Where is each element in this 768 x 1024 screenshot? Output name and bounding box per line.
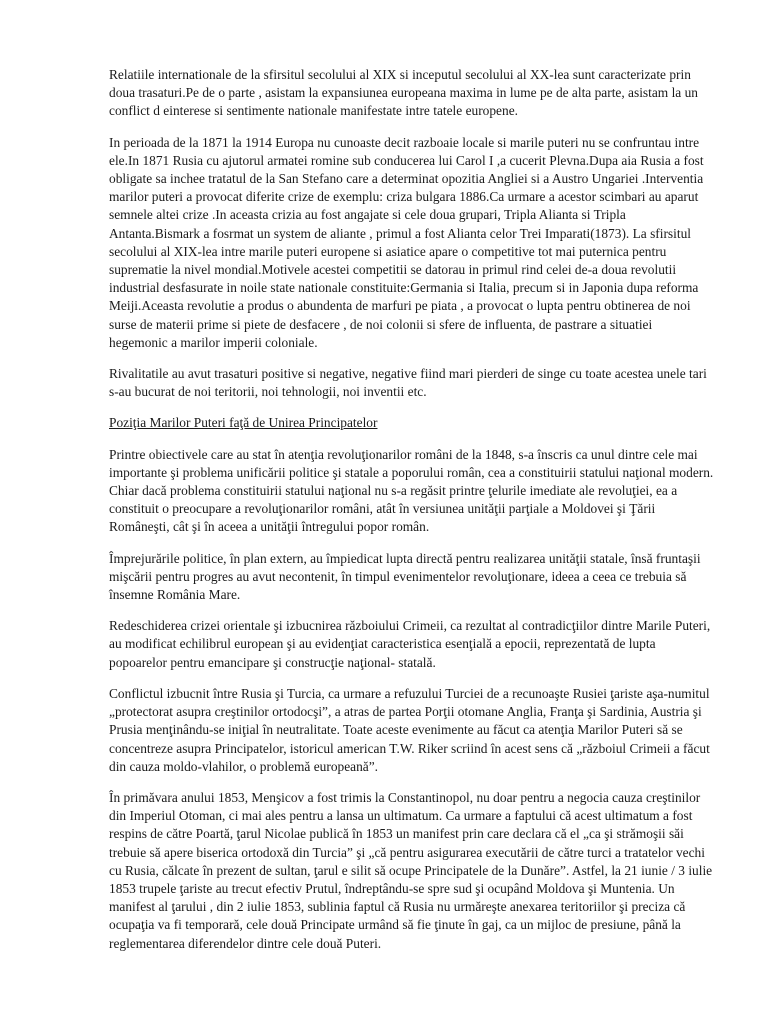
paragraph-section-1: Printre obiectivele care au stat în atenţia revoluţionarilor români de la 1848, s-a înscris ca unul dintre cele mai importante şi problema unificării politice şi statale a poporului român, cea a constituirii statului naţional modern. Chiar dacă problema constituirii statului naţional nu s-a regăsit printre ţelurile imediate ale revoluţiei, ea a constituit o preocupare a revoluţionarilor români, atât în versiunea unităţii parţiale a Moldovei şi Ţării Româneşti, cât şi în aceea a unităţii întregului popor român. [109, 446, 714, 535]
paragraph-intro-2: In perioada de la 1871 la 1914 Europa nu cunoaste decit razboaie locale si marile puteri nu se confruntau intre ele.In 1871 Rusia cu ajutorul armatei romine sub conducerea lui Carol I ,a cucerit Plevna.Dupa aia Rusia a fost obligate sa inchee tratatul de la San Stefano care a determinat opozitia Angliei si a Austro Ungariei .Interventia marilor puteri a provocat diferite crize de exemplu: criza bulgara 1886.Ca urmare a acestor scimbari au aparut semnele altei crize .In aceasta crizia au fost angajate si cele doua grupari, Tripla Alianta si Tripla Antanta.Bismark a fosrmat un system de aliante , primul a fost Alianta celor Trei Imparati(1873). La sfirsitul secolului al XIX-lea intre marile puteri europene si asiatice apare o competitive tot mai puternica pentru suprematie la nivel mondial.Motivele acestei competitii se datorau in primul rind celei de-a doua revolutii industrial desfasurate in noile state nationale constituite:Germania si Italia, precum si in Japonia dupa reforma Meiji.Aceasta revolutie a produs o abundenta de marfuri pe piata , a provocat o lupta pentru obtinerea de noi surse de materii prime si piete de desfacere , de noi colonii si sfere de influenta, de pastrare a situatiei hegemonic a marilor imperii coloniale. [109, 134, 704, 350]
paragraph-section-5: În primăvara anului 1853, Menşicov a fost trimis la Constantinopol, nu doar pentru a negocia cauza creştinilor din Imperiul Otoman, ci mai ales pentru a lansa un ultimatum. Ca urmare a faptului că acest ultimatum a fost respins de către Poartă, ţarul Nicolae publică în 1853 un manifest prin care declara că el „ca şi strămoşii săi trebuie să apere biserica ortodoxă din Turcia” şi „că pentru asigurarea executării de către turci a tratatelor vechi cu Rusia, călcate în prezent de sultan, ţarul e silit să ocupe Principatele de la Dunăre”. Astfel, la 21 iunie / 3 iulie 1853 trupele ţariste au trecut efectiv Prutul, îndreptându-se spre sud şi ocupând Moldova şi Muntenia. Un manifest al ţarului , din 2 iulie 1853, sublinia faptul că Rusia nu urmăreşte anexarea teritoriilor şi preciza că ocupaţia va fi temporară, cele două Principate urmând să fie ţinute în gaj, ca un mijloc de presiune, până la reglementarea diferendelor dintre cele două Puteri. [109, 789, 713, 951]
paragraph-section-2: Împrejurările politice, în plan extern, au împiedicat lupta directă pentru realizarea unităţii statale, însă fruntaşii mişcării pentru progres au avut necontenit, în timpul evenimentelor revoluţionare, ideea a ceea ce trebuia să însemne România Mare. [109, 550, 701, 603]
paragraph-intro-1: Relatiile internationale de la sfirsitul secolului al XIX si inceputul secolului al XX-lea sunt caracterizate prin doua trasaturi.Pe de o parte , asistam la expansiunea europeana maxima in lume pe de alta parte, asistam la un conflict d einterese si sentimente nationale manifestate intre tatele europene. [109, 67, 698, 119]
section-heading: Poziţia Marilor Puteri faţă de Unirea Principatelor [109, 415, 378, 431]
paragraph-section-4: Conflictul izbucnit între Rusia şi Turcia, ca urmare a refuzului Turciei de a recunoaşte Rusiei ţariste aşa-numitul „protectorat asupra creştinilor ortodocşi”, a atras de partea Porţii otomane Anglia, Franţa şi Sardinia, Austria şi Prusia menţinându-se iniţial în neutralitate. Toate aceste evenimente au făcut ca atenţia Marilor Puteri să se concentreze asupra Principatelor, istoricul american T.W. Riker scriind în acest sens că „războiul Crimeii a făcut din cauza moldo-vlahilor, o problemă europeană”. [109, 685, 710, 774]
document-body [109, 66, 714, 966]
paragraph-section-3: Redeschiderea crizei orientale şi izbucnirea războiului Crimeii, ca rezultat al contradicţiilor dintre Marile Puteri, au modificat echilibrul european şi au evidenţiat caracteristica esenţială a epocii, reprezentată de lupta popoarelor pentru emancipare şi construcţie naţional- statală. [109, 618, 711, 670]
paragraph-intro-3: Rivalitatile au avut trasaturi positive si negative, negative fiind mari pierderi de singe cu toate acestea unele tari s-au bucurat de noi teritorii, noi tehnologii, noi inventii etc. [109, 366, 707, 400]
